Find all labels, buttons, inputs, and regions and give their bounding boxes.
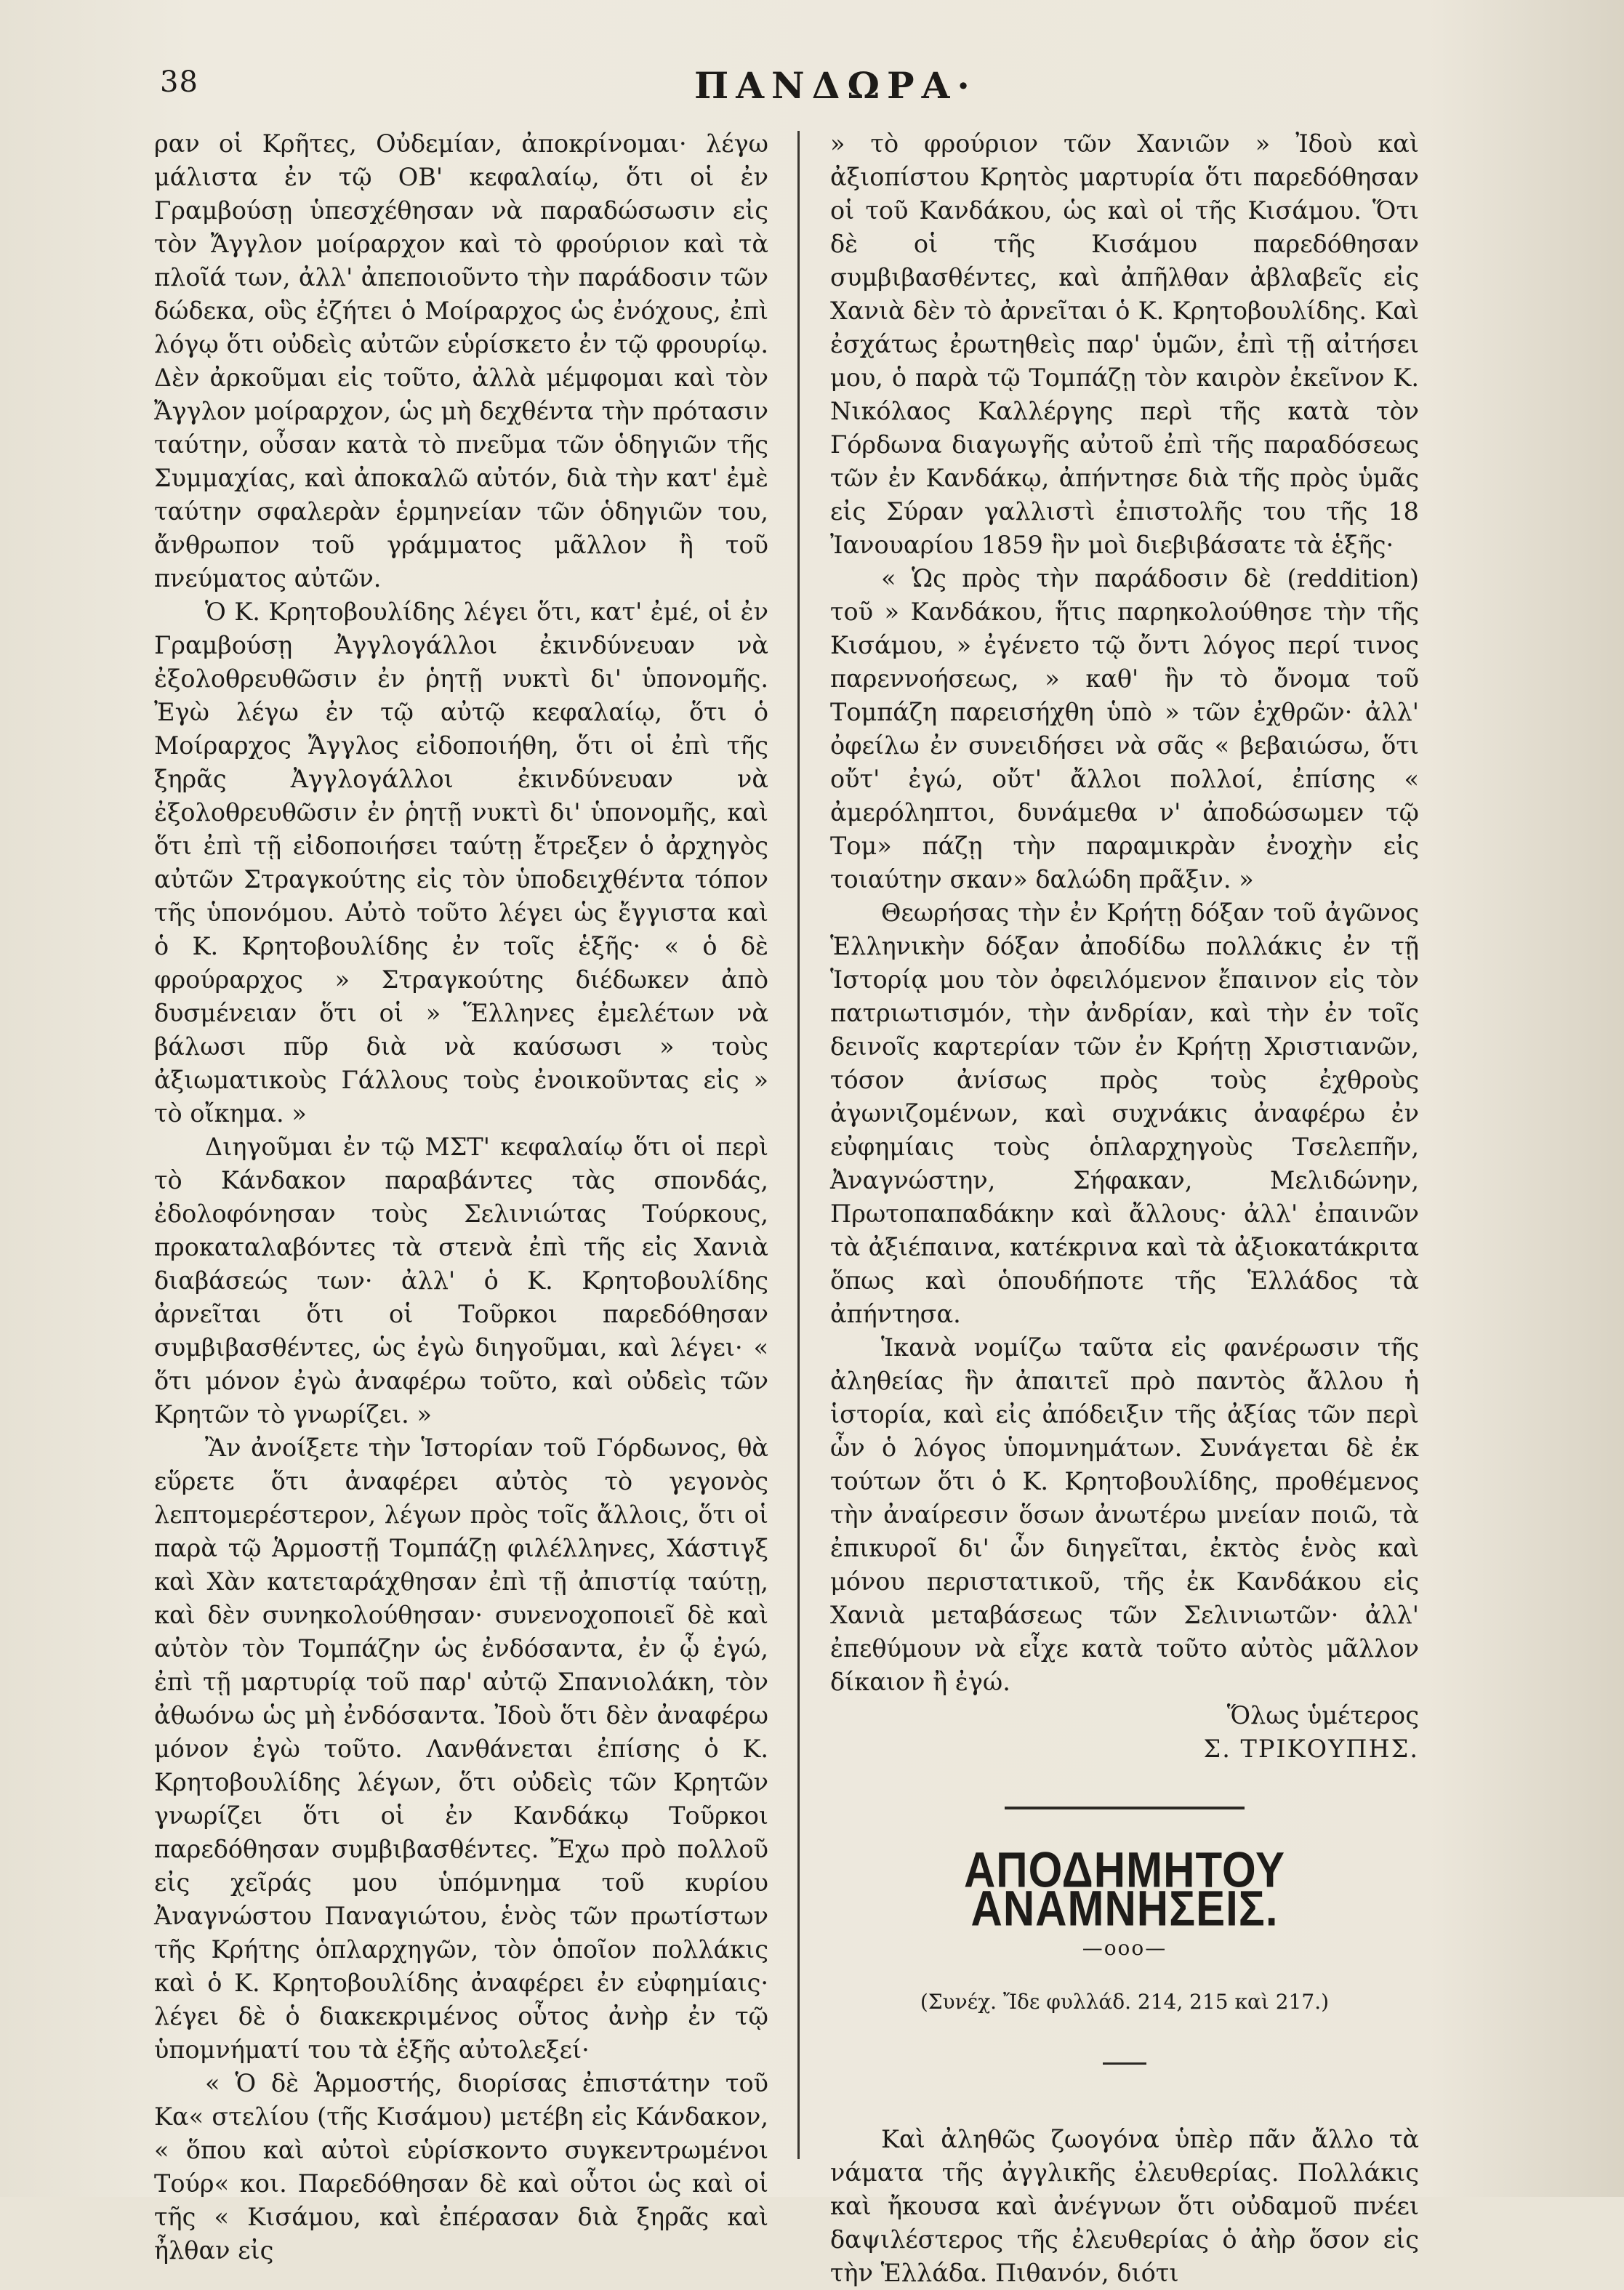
paragraph: Ἂν ἀνοίξετε τὴν Ἱστορίαν τοῦ Γόρδωνος, θὰ εὕρετε ὅτι ἀναφέρει αὐτὸς τὸ γεγονὸς λεπτομερέστερον, λέγων πρὸς τοῖς ἄλλοις, ὅτι οἱ παρὰ τῷ Ἁρμοστῇ Τομπάζῃ φιλέλληνες, Χάστιγξ καὶ Χὰν κατεταράχθησαν ἐπὶ τῇ ἀπιστίᾳ ταύτῃ, καὶ δὲν συνηκολούθησαν· συνενοχοποιεῖ δὲ καὶ αὐτὸν τὸν Τομπάζην ὡς ἐνδόσαντα, ἐν ᾧ ἐγώ, ἐπὶ τῇ μαρτυρίᾳ τοῦ παρ' αὐτῷ Σπανιολάκη, τὸν ἀθωόνω ὡς μὴ ἐνδόσαντα. Ἰδοὺ ὅτι δὲν ἀναφέρω μόνον ἐγὼ τοῦτο. Λανθάνεται ἐπίσης ὁ Κ. Κρητοβουλίδης λέγων, ὅτι οὐδεὶς τῶν Κρητῶν γνωρίζει ὅτι οἱ ἐν Κανδάκῳ Τοῦρκοι παρεδόθησαν συμβιβασθέντες. Ἔχω πρὸ πολλοῦ εἰς χεῖράς μου ὑπόμνημα τοῦ κυρίου Ἀναγνώστου Παναγιώτου, ἑνὸς τῶν πρωτίστων τῆς Κρήτης ὁπλαρχηγῶν, τὸν ὁποῖον πολλάκις καὶ ὁ Κ. Κρητοβουλίδης ἀναφέρει ἐν εὐφημίαις· λέγει δὲ ὁ διακεκριμένος οὗτος ἀνὴρ ἐν τῷ ὑπομνήματί του τὰ ἑξῆς αὐτολεξεί· xyxy=(154,1434,768,2064)
paragraph: Ὁ Κ. Κρητοβουλίδης λέγει ὅτι, κατ' ἐμέ, οἱ ἐν Γραμβούσῃ Ἀγγλογάλλοι ἐκινδύνευαν νὰ ἐξολοθρευθῶσιν ἐν ῥητῇ νυκτὶ δι' ὑπονομῆς. Ἐγὼ λέγω ἐν τῷ αὐτῷ κεφαλαίῳ, ὅτι ὁ Μοίραρχος Ἄγγλος εἰδοποιήθη, ὅτι οἱ ἐπὶ τῆς ξηρᾶς Ἀγγλογάλλοι ἐκινδύνευαν νὰ ἐξολοθρευθῶσιν ἐν ῥητῇ νυκτὶ δι' ὑπονομῆς, καὶ ὅτι ἐπὶ τῇ εἰδοποιήσει ταύτῃ ἔτρεξεν ὁ ἀρχηγὸς αὐτῶν Στραγκούτης εἰς τὸν ὑποδειχθέντα τόπον τῆς ὑπονόμου. Αὐτὸ τοῦτο λέγει ὡς ἔγγιστα καὶ ὁ Κ. Κρητοβουλίδης ἐν τοῖς ἑξῆς· « ὁ δὲ φρούραρχος » Στραγκούτης διέδωκεν ἀπὸ δυσμένειαν ὅτι οἱ » Ἕλληνες ἐμελέτων νὰ βάλωσι πῦρ διὰ νὰ καύσωσι » τοὺς ἀξιωματικοὺς Γάλλους τοὺς ἐνοικοῦντας εἰς » τὸ οἴκημα. » xyxy=(154,598,768,1128)
left-column xyxy=(154,127,768,2267)
paragraph: ραν οἱ Κρῆτες, Οὐδεμίαν, ἀποκρίνομαι· λέγω μάλιστα ἐν τῷ ΟΒ' κεφαλαίῳ, ὅτι οἱ ἐν Γραμβούσῃ ὑπεσχέθησαν νὰ παραδώσωσιν εἰς τὸν Ἄγγλον μοίραρχον καὶ τὸ φρούριον καὶ τὰ πλοῖά των, ἀλλ' ἀπεποιοῦντο τὴν παράδοσιν τῶν δώδεκα, οὓς ἐζήτει ὁ Μοίραρχος ὡς ἐνόχους, ἐπὶ λόγῳ ὅτι οὐδεὶς αὐτῶν εὑρίσκετο ἐν τῷ φρουρίῳ. Δὲν ἀρκοῦμαι εἰς τοῦτο, ἀλλὰ μέμφομαι καὶ τὸν Ἄγγλον μοίραρχον, ὡς μὴ δεχθέντα τὴν πρότασιν ταύτην, οὖσαν κατὰ τὸ πνεῦμα τῶν ὁδηγιῶν τῆς Συμμαχίας, καὶ ἀποκαλῶ αὐτόν, διὰ τὴν κατ' ἐμὲ ταύτην σφαλερὰν ἑρμηνείαν τῶν ὁδηγιῶν του, ἄνθρωπον τοῦ γράμματος μᾶλλον ἢ τοῦ πνεύματος αὐτῶν. xyxy=(154,129,768,592)
letter-closing: Ὅλως ὑμέτερος xyxy=(1226,1701,1419,1729)
page-header xyxy=(0,58,1624,116)
paragraph: Διηγοῦμαι ἐν τῷ ΜΣΤ' κεφαλαίῳ ὅτι οἱ περὶ τὸ Κάνδακον παραβάντες τὰς σπονδάς, ἐδολοφόνησαν τοὺς Σελινιώτας Τούρκους, προκαταλαβόντες τὰ στενὰ ἐπὶ τῆς εἰς Χανιὰ διαβάσεώς των· ἀλλ' ὁ Κ. Κρητοβουλίδης ἀρνεῖται ὅτι οἱ Τοῦρκοι παρεδόθησαν συμβιβασθέντες, ὡς ἐγὼ διηγοῦμαι, καὶ λέγει· « ὅτι μόνον ἐγὼ ἀναφέρω τοῦτο, καὶ οὐδεὶς τῶν Κρητῶν τὸ γνωρίζει. » xyxy=(154,1133,768,1429)
section-ornament: —ooo— xyxy=(1082,1936,1167,1960)
paragraph: Θεωρήσας τὴν ἐν Κρήτῃ δόξαν τοῦ ἀγῶνος Ἑλληνικὴν δόξαν ἀποδίδω πολλάκις ἐν τῇ Ἱστορίᾳ μου τὸν ὀφειλόμενον ἔπαινον εἰς τὸν πατριωτισμόν, τὴν ἀνδρίαν, καὶ τὴν ἐν τοῖς δεινοῖς καρτερίαν τῶν ἐν Κρήτῃ Χριστιανῶν, τόσον ἀνίσως πρὸς τοὺς ἐχθροὺς ἀγωνιζομένων, καὶ συχνάκις ἀναφέρω ἐν εὐφημίαις τοὺς ὁπλαρχηγοὺς Τσελεπῆν, Ἀναγνώστην, Σήφακαν, Μελιδώνην, Πρωτοπαπαδάκην καὶ ἄλλους· ἀλλ' ἐπαινῶν τὰ ἀξιέπαινα, κατέκρινα καὶ τὰ ἀξιοκατάκριτα ὅπως καὶ ὁπουδήποτε τῆς Ἑλλάδος τὰ ἀπήντησα. xyxy=(830,899,1419,1328)
paragraph: » τὸ φρούριον τῶν Χανιῶν » Ἰδοὺ καὶ ἀξιοπίστου Κρητὸς μαρτυρία ὅτι παρεδόθησαν οἱ τοῦ Κανδάκου, ὡς καὶ οἱ τῆς Κισάμου. Ὅτι δὲ οἱ τῆς Κισάμου παρεδόθησαν συμβιβασθέντες, καὶ ἀπῆλθαν ἀβλαβεῖς εἰς Χανιὰ δὲν τὸ ἀρνεῖται ὁ Κ. Κρητοβουλίδης. Καὶ ἐσχάτως ἐρωτηθεὶς παρ' ὑμῶν, ἐπὶ τῇ αἰτήσει μου, ὁ παρὰ τῷ Τομπάζῃ τὸν καιρὸν ἐκεῖνον Κ. Νικόλαος Καλλέργης περὶ τῆς κατὰ τὸν Γόρδωνα διαγωγῆς αὐτοῦ ἐπὶ τῆς παραδόσεως τῶν ἐν Κανδάκῳ, ἀπήντησε διὰ τῆς πρὸς ὑμᾶς εἰς Σύραν γαλλιστὶ ἐπιστολῆς του τῆς 18 Ἰανουαρίου 1859 ἣν μοὶ διεβιβάσατε τὰ ἑξῆς· xyxy=(830,129,1419,559)
continued-note: (Συνέχ. Ἴδε φυλλάδ. 214, 215 καὶ 217.) xyxy=(920,1990,1330,2014)
right-column xyxy=(830,127,1419,2290)
column-divider xyxy=(797,131,800,2159)
paragraph: Καὶ ἀληθῶς ζωογόνα ὑπὲρ πᾶν ἄλλο τὰ νάματα τῆς ἀγγλικῆς ἐλευθερίας. Πολλάκις καὶ ἤκουσα καὶ ἀνέγνων ὅτι οὐδαμοῦ πνέει δαψιλέστερος τῆς ἐλευθερίας ὁ ἀὴρ ὅσον εἰς τὴν Ἑλλάδα. Πιθανόν, διότι xyxy=(830,2125,1419,2287)
section-divider xyxy=(1005,1807,1245,1809)
short-divider xyxy=(1103,2062,1146,2065)
quoted-paragraph: « Ὡς πρὸς τὴν παράδοσιν δὲ (reddition) τοῦ » Κανδάκου, ἥτις παρηκολούθησε τὴν τῆς Κισάμου, » ἐγένετο τῷ ὄντι λόγος περί τινος παρεννοήσεως, » καθ' ἣν τὸ ὄνομα τοῦ Τομπάζη παρεισήχθη ὑπὸ » τῶν ἐχθρῶν· ἀλλ' ὀφείλω ἐν συνειδήσει νὰ σᾶς « βεβαιώσω, ὅτι οὔτ' ἐγώ, οὔτ' ἄλλοι πολλοί, ἐπίσης « ἀμερόληπτοι, δυνάμεθα ν' ἀποδώσωμεν τῷ Τομ» πάζῃ τὴν παραμικρὰν ἐνοχὴν εἰς τοιαύτην σκαν» δαλώδη πρᾶξιν. » xyxy=(830,564,1419,893)
page-number: 38 xyxy=(160,65,198,99)
section-title: ΑΠΟΔΗΜΗΤΟΥ ΑΝΑΜΝΗΣΕΙΣ. xyxy=(963,1841,1286,1937)
running-title: ΠΑΝΔΩΡΑ· xyxy=(694,64,977,107)
letter-signature: Σ. ΤΡΙΚΟΥΠΗΣ. xyxy=(1203,1735,1419,1763)
quoted-paragraph: « Ὁ δὲ Ἁρμοστής, διορίσας ἐπιστάτην τοῦ Κα« στελίου (τῆς Κισάμου) μετέβη εἰς Κάνδακον, « ὅπου καὶ αὐτοὶ εὑρίσκοντο συγκεντρωμένοι Τούρ« κοι. Παρεδόθησαν δὲ καὶ οὗτοι ὡς καὶ οἱ τῆς « Κισάμου, καὶ ἐπέρασαν διὰ ξηρᾶς καὶ ἦλθαν εἰς xyxy=(154,2069,768,2265)
paragraph: Ἱκανὰ νομίζω ταῦτα εἰς φανέρωσιν τῆς ἀληθείας ἣν ἀπαιτεῖ πρὸ παντὸς ἄλλου ἡ ἱστορία, καὶ εἰς ἀπόδειξιν τῆς ἀξίας τῶν περὶ ὧν ὁ λόγος ὑπομνημάτων. Συνάγεται δὲ ἐκ τούτων ὅτι ὁ Κ. Κρητοβουλίδης, προθέμενος τὴν ἀναίρεσιν ὅσων ἀνωτέρω μνείαν ποιῶ, τὰ ἐπικυροῖ δι' ὧν διηγεῖται, ἐκτὸς ἑνὸς καὶ μόνου περιστατικοῦ, τῆς ἐκ Κανδάκου εἰς Χανιὰ μεταβάσεως τῶν Σελινιωτῶν· ἀλλ' ἐπεθύμουν νὰ εἶχε κατὰ τοῦτο αὐτὸς μᾶλλον δίκαιον ἢ ἐγώ. xyxy=(830,1333,1419,1696)
